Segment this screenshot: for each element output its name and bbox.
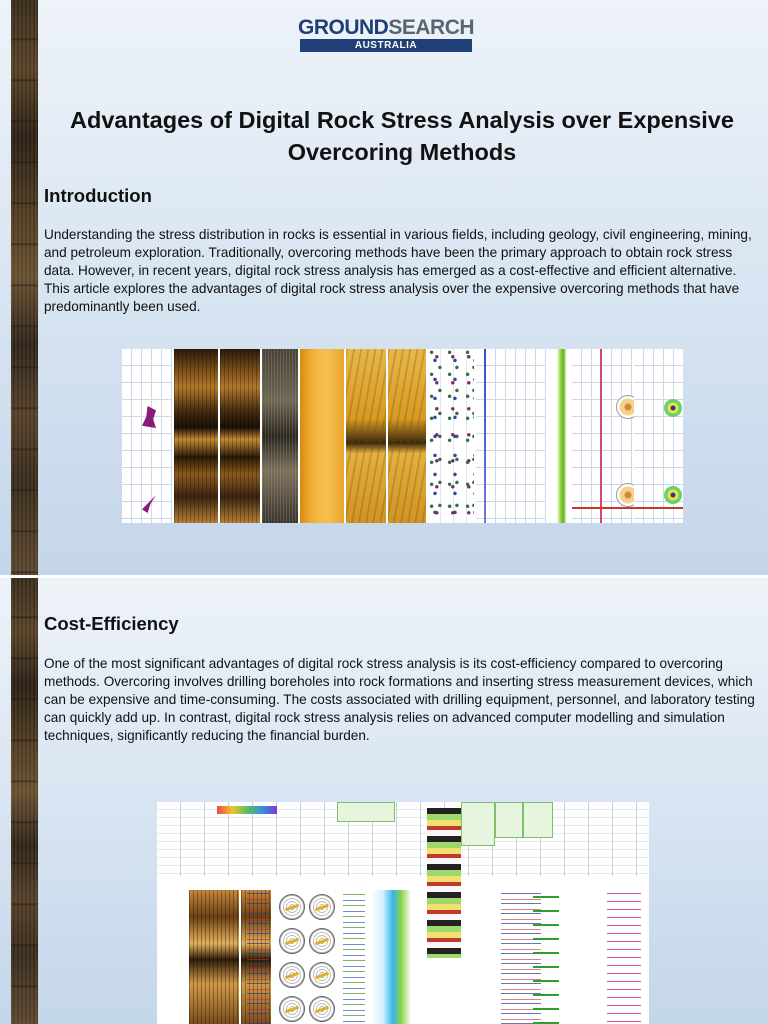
borehole-log-figure-2: [157, 802, 649, 1024]
stereonet-plot: [309, 928, 335, 954]
logo-word-ground: GROUND: [298, 16, 389, 39]
rock-core-strip-image: [11, 0, 38, 575]
core-image-track-6: [388, 349, 426, 523]
logo-word-search: SEARCH: [388, 16, 475, 39]
curve-track-5: [607, 890, 641, 1024]
fracture-dip-track: [428, 349, 474, 523]
depth-track: [122, 349, 172, 523]
header-cell: [523, 802, 553, 838]
curve-track-green: [343, 890, 365, 1024]
core-image-track-5: [346, 349, 386, 523]
section-body-cost-efficiency: One of the most significant advantages of digital rock stress analysis is its cost-efficiency compared to overcoring methods. Overcoring involves drilling boreholes into rock formations and inserting stress measurement devices, which can be expensive and time-consuming. The costs associated with drilling equipment, personnel, and laboratory testing can quickly add up. In contrast, digital rock stress analysis relies on advanced computer modelling and simulation techniques, significantly reducing the financial burden.: [44, 656, 755, 743]
core-image-track-1: [174, 349, 218, 523]
logo-subtitle: AUSTRALIA: [300, 39, 472, 52]
stereonet-plot: [309, 996, 335, 1022]
core-image-track-2: [220, 349, 260, 523]
curve-track-cyan: [371, 890, 411, 1024]
header-cell: [461, 802, 495, 846]
stereonet-plot: [309, 962, 335, 988]
log-curve-red: [600, 349, 602, 523]
bullseye-marker-lower: [664, 486, 682, 504]
log-curve-blue: [484, 349, 486, 523]
stereonet-plot: [279, 928, 305, 954]
article-title: Advantages of Digital Rock Stress Analysis over Expensive Overcoring Methods: [70, 107, 734, 165]
stereonet-plot: [309, 894, 335, 920]
depth-marker-line: [572, 507, 683, 509]
bullseye-marker-upper: [664, 399, 682, 417]
borehole-log-figure-1: [122, 349, 683, 523]
stereonet-plot: [279, 962, 305, 988]
section-heading-introduction: Introduction: [44, 185, 152, 206]
stereonet-plot: [279, 894, 305, 920]
lithology-column: [427, 808, 461, 958]
logo-wordmark: [298, 16, 474, 40]
groundsearch-logo: [298, 14, 474, 102]
section-body-introduction: Understanding the stress distribution in rocks is essential in various fields, including geology, civil engineering, mining, and petroleum exploration. Traditionally, overcoring methods have been the primary approach to obtain rock stress data. However, in recent years, digital rock stress analysis has emerged as a cost-effective and efficient alternative. This article explores the advantages of digital rock stress analysis over the expensive overcoring methods that have predominantly been used.: [44, 227, 752, 314]
header-cell: [495, 802, 523, 838]
borehole-image-log-1: [189, 890, 239, 1024]
gamma-ray-track: [548, 349, 570, 523]
section-heading-cost-efficiency: Cost-Efficiency: [44, 613, 179, 634]
curve-track-1: [476, 349, 546, 523]
core-image-track-3: [262, 349, 298, 523]
stereonet-plot: [279, 996, 305, 1022]
curve-track-4: [533, 890, 559, 1024]
color-scale-bar: [217, 806, 277, 814]
waveform-track: [247, 890, 269, 1024]
header-cell: [337, 802, 395, 822]
rock-core-strip-image: [11, 578, 38, 1024]
core-image-track-4: [300, 349, 344, 523]
